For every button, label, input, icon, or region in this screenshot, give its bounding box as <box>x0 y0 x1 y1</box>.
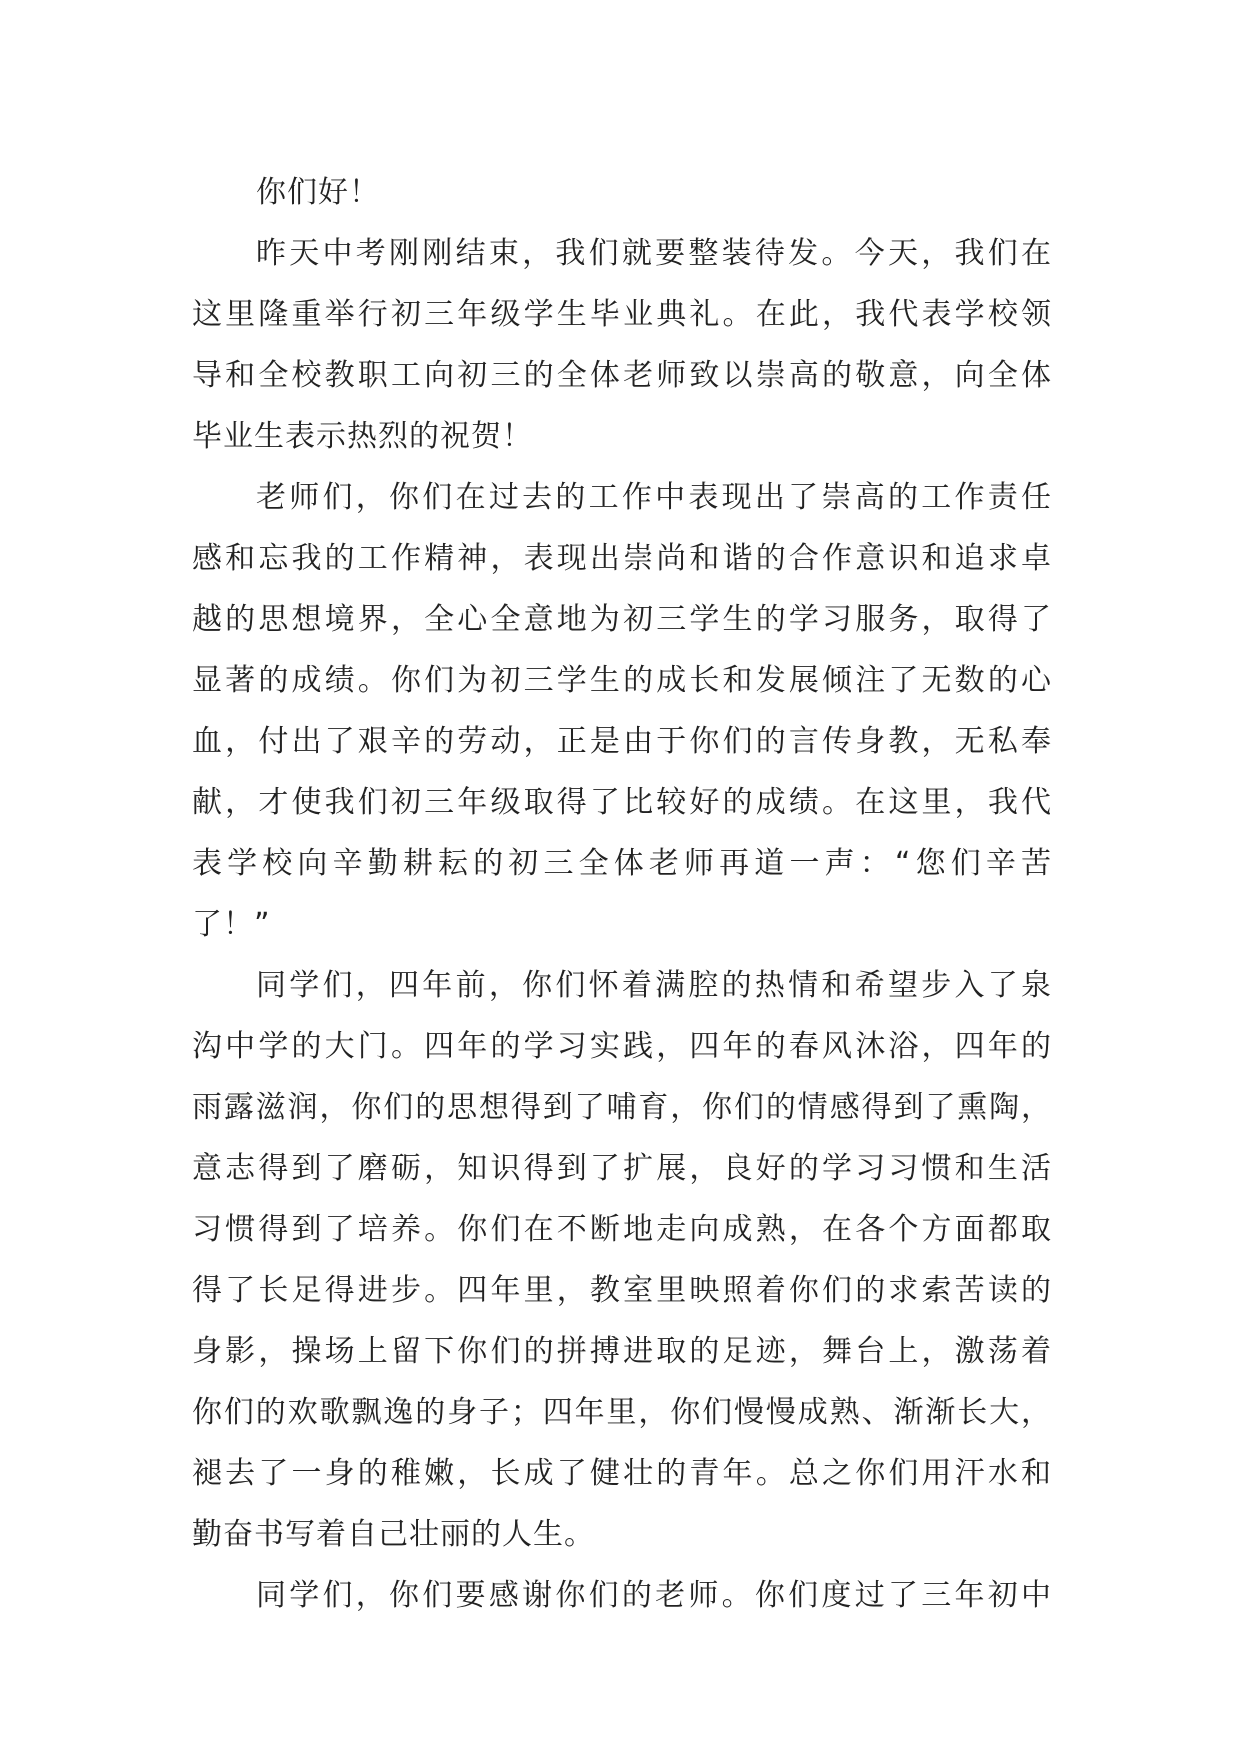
text-line: 褪去了一身的稚嫩，长成了健壮的青年。总之你们用汗水和 <box>192 1456 1052 1491</box>
paragraph-opening <box>192 223 1052 467</box>
text-line: 雨露滋润，你们的思想得到了哺育，你们的情感得到了熏陶， <box>192 1090 1052 1125</box>
text-line: 导和全校教职工向初三的全体老师致以崇高的敬意，向全体 <box>192 358 1052 393</box>
text-line: 你们好！ <box>256 175 380 210</box>
text-line: 同学们，四年前，你们怀着满腔的热情和希望步入了泉 <box>256 968 1052 1003</box>
text-line: 你们的欢歌飘逸的身子；四年里，你们慢慢成熟、渐渐长大， <box>192 1395 1052 1430</box>
paragraph-students <box>192 955 1052 1565</box>
text-line: 习惯得到了培养。你们在不断地走向成熟，在各个方面都取 <box>192 1212 1052 1247</box>
text-line: 血，付出了艰辛的劳动，正是由于你们的言传身教，无私奉 <box>192 724 1052 759</box>
text-line: 同学们，你们要感谢你们的老师。你们度过了三年初中 <box>256 1578 1052 1613</box>
paragraph-teachers <box>192 467 1052 955</box>
text-line: 勤奋书写着自己壮丽的人生。 <box>192 1517 595 1552</box>
text-line: 意志得到了磨砺，知识得到了扩展，良好的学习习惯和生活 <box>192 1151 1052 1186</box>
text-line: 身影，操场上留下你们的拼搏进取的足迹，舞台上，激荡着 <box>192 1334 1052 1369</box>
text-line: 得了长足得进步。四年里，教室里映照着你们的求索苦读的 <box>192 1273 1052 1308</box>
text-line: 显著的成绩。你们为初三学生的成长和发展倾注了无数的心 <box>192 663 1052 698</box>
text-line: 毕业生表示热烈的祝贺！ <box>192 419 533 454</box>
text-line: 沟中学的大门。四年的学习实践，四年的春风沐浴，四年的 <box>192 1029 1052 1064</box>
text-line: 老师们，你们在过去的工作中表现出了崇高的工作责任 <box>256 480 1052 515</box>
paragraph-greeting <box>192 162 1052 223</box>
text-line: 昨天中考刚刚结束，我们就要整装待发。今天，我们在 <box>256 236 1052 271</box>
text-line: 这里隆重举行初三年级学生毕业典礼。在此，我代表学校领 <box>192 297 1052 332</box>
text-line: 表学校向辛勤耕耘的初三全体老师再道一声：“您们辛苦 <box>192 846 1052 881</box>
paragraph-thanks <box>192 1565 1052 1626</box>
document-body <box>192 162 1052 1626</box>
text-line: 了！” <box>192 907 271 942</box>
text-line: 献，才使我们初三年级取得了比较好的成绩。在这里，我代 <box>192 785 1052 820</box>
text-line: 感和忘我的工作精神，表现出崇尚和谐的合作意识和追求卓 <box>192 541 1052 576</box>
text-line: 越的思想境界，全心全意地为初三学生的学习服务，取得了 <box>192 602 1052 637</box>
